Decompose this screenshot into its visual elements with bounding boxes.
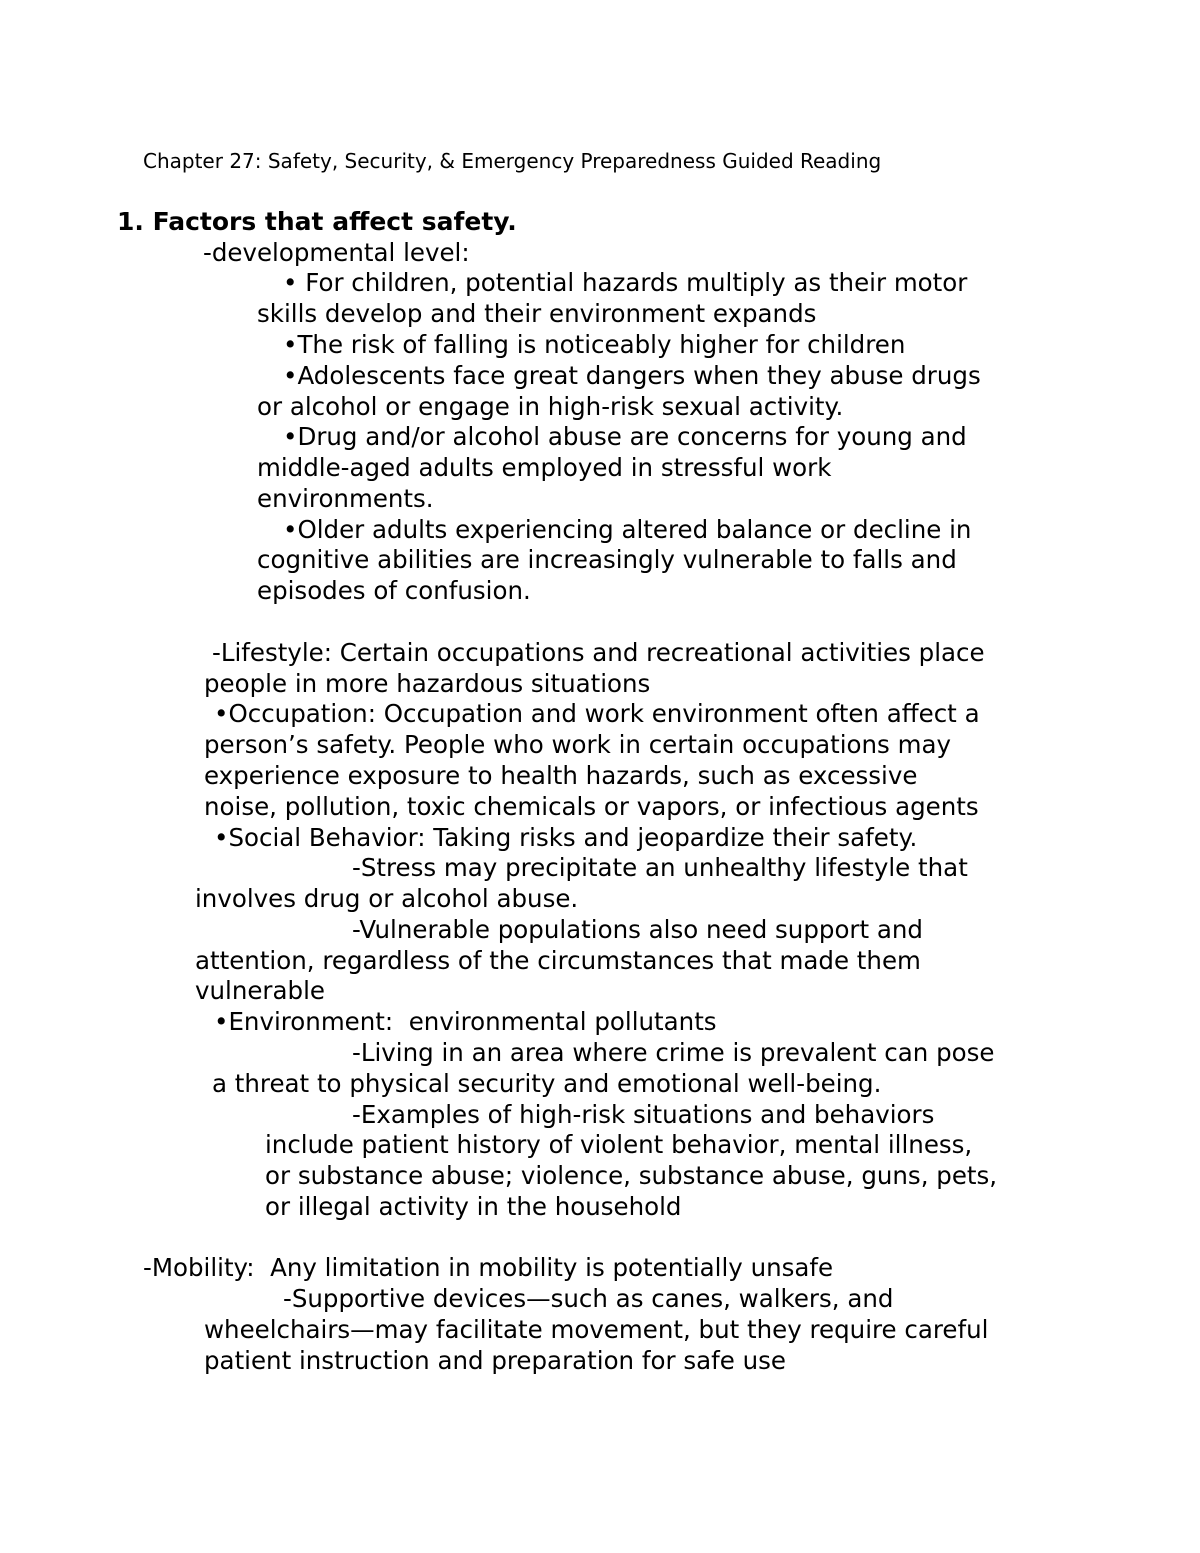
- examples-item-cont: include patient history of violent behavior, mental illness,: [265, 1130, 973, 1159]
- vulnerable-item: -Vulnerable populations also need support and: [352, 915, 923, 944]
- examples-item-cont: or illegal activity in the household: [265, 1192, 682, 1221]
- social-behavior-bullet: •Social Behavior: Taking risks and jeopardize their safety.: [214, 823, 918, 852]
- occupation-bullet-cont: experience exposure to health hazards, such as excessive: [204, 761, 918, 790]
- occupation-bullet-cont: noise, pollution, toxic chemicals or vapors, or infectious agents: [204, 792, 979, 821]
- crime-item-cont: a threat to physical security and emotional well-being.: [212, 1069, 882, 1098]
- document-title: Chapter 27: Safety, Security, & Emergency Preparedness Guided Reading: [143, 149, 882, 173]
- developmental-bullet-1: • For children, potential hazards multiply as their motor: [283, 268, 968, 297]
- supportive-devices-item-cont: patient instruction and preparation for safe use: [204, 1346, 786, 1375]
- developmental-bullet-4-cont: environments.: [257, 484, 434, 513]
- lifestyle-label: -Lifestyle: Certain occupations and recreational activities place: [212, 638, 985, 667]
- stress-item-cont: involves drug or alcohol abuse.: [195, 884, 579, 913]
- examples-item: -Examples of high-risk situations and behaviors: [352, 1100, 935, 1129]
- developmental-bullet-5-cont: cognitive abilities are increasingly vulnerable to falls and: [257, 545, 957, 574]
- stress-item: -Stress may precipitate an unhealthy lifestyle that: [352, 853, 968, 882]
- developmental-bullet-4: •Drug and/or alcohol abuse are concerns for young and: [283, 422, 967, 451]
- section-heading: 1. Factors that affect safety.: [117, 207, 517, 236]
- supportive-devices-item: -Supportive devices—such as canes, walkers, and: [283, 1284, 894, 1313]
- mobility-label: -Mobility: Any limitation in mobility is potentially unsafe: [143, 1253, 834, 1282]
- vulnerable-item-cont: vulnerable: [195, 976, 325, 1005]
- crime-item: -Living in an area where crime is prevalent can pose: [352, 1038, 995, 1067]
- vulnerable-item-cont: attention, regardless of the circumstances that made them: [195, 946, 921, 975]
- occupation-bullet-cont: person’s safety. People who work in certain occupations may: [204, 730, 951, 759]
- developmental-bullet-2: •The risk of falling is noticeably higher for children: [283, 330, 906, 359]
- supportive-devices-item-cont: wheelchairs—may facilitate movement, but they require careful: [204, 1315, 989, 1344]
- developmental-bullet-3: •Adolescents face great dangers when they abuse drugs: [283, 361, 981, 390]
- developmental-label: -developmental level:: [203, 238, 470, 267]
- developmental-bullet-1-cont: skills develop and their environment expands: [257, 299, 817, 328]
- lifestyle-text-cont: people in more hazardous situations: [204, 669, 651, 698]
- developmental-bullet-3-cont: or alcohol or engage in high-risk sexual activity.: [257, 392, 844, 421]
- environment-bullet: •Environment: environmental pollutants: [214, 1007, 717, 1036]
- examples-item-cont: or substance abuse; violence, substance abuse, guns, pets,: [265, 1161, 998, 1190]
- occupation-bullet: •Occupation: Occupation and work environment often affect a: [214, 699, 980, 728]
- developmental-bullet-4-cont: middle-aged adults employed in stressful work: [257, 453, 832, 482]
- developmental-bullet-5-cont: episodes of confusion.: [257, 576, 531, 605]
- developmental-bullet-5: •Older adults experiencing altered balance or decline in: [283, 515, 972, 544]
